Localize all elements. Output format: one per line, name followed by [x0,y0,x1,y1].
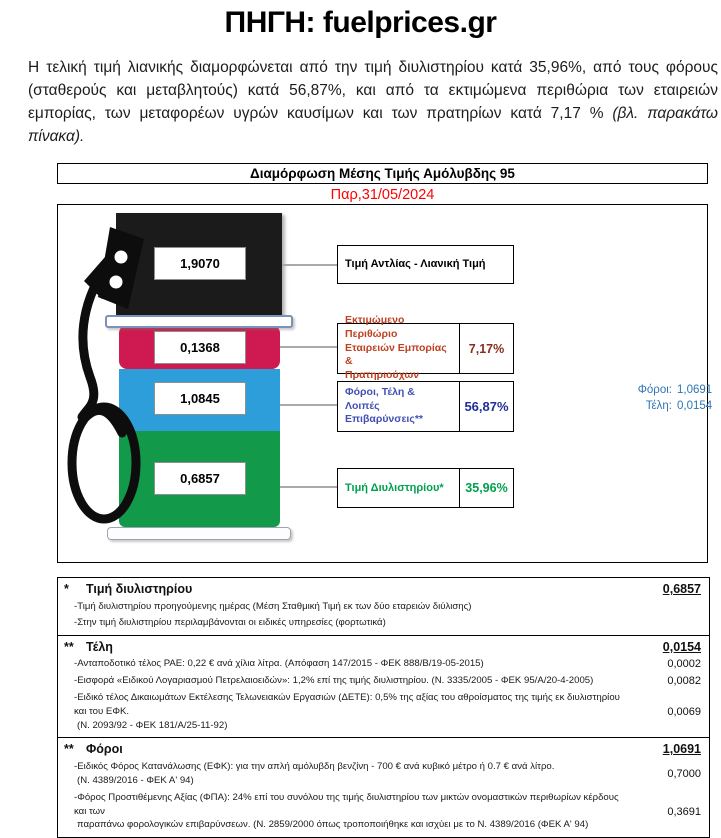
section-title: Τέλη [86,639,113,654]
section-marker: ** [64,639,74,654]
row-value: 0,7000 [667,767,701,780]
row-text: -Ειδικό τέλος Δικαιωμάτων Εκτέλεσης Τελωνειακών Εργασιών (ΔΕΤΕ): 0,5% της αξίας του αθροίσματος της τιμής εκ διυλιστηρίου και του ΕΦΚ. [74,692,620,718]
chart-date: Παρ,31/05/2024 [330,187,435,203]
pump-base-bar [107,527,291,540]
pump-display-taxes: 1,0845 [154,382,246,415]
connector-line-taxes [280,404,337,406]
section-fees [58,635,709,738]
label-box-retail [337,245,514,284]
label-retail-text: Τιμή Αντλίας - Λιανική Τιμή [345,258,486,271]
intro-paragraph [28,56,718,148]
table-row [58,656,709,673]
price-breakdown-diagram [57,204,713,563]
label-refinery-percent: 35,96% [459,469,513,507]
pump-display-margin: 0,1368 [154,331,246,364]
label-box-margin [337,313,514,382]
row-text-line2: (Ν. 2093/92 - ΦΕΚ 181/Α/25-11-92) [77,719,228,731]
section-value: 1,0691 [662,742,701,757]
section-header [58,740,709,758]
table-row [58,598,709,615]
section-title: Φόροι [86,742,123,757]
row-value: 0,0002 [667,658,701,671]
table-row [58,690,709,735]
table-row [58,789,709,834]
section-refinery-price [58,578,709,635]
table-row [58,758,709,789]
side-note-taxes-label: Φόροι: [637,384,672,396]
chart-heading-box [57,163,708,184]
side-note-taxes-value: 1,0691 [677,384,713,396]
chart-heading: Διαμόρφωση Μέσης Τιμής Αμόλυβδης 95 [250,166,515,181]
table-row [58,615,709,632]
side-note-fees-label: Τέλη: [645,400,672,412]
section-taxes [58,737,709,837]
table-row [58,673,709,690]
label-margin-line2: Εταιρειών Εμπορίας & [345,341,447,368]
row-text-line2: (Ν. 4389/2016 - ΦΕΚ Α' 94) [77,774,194,786]
row-text: -Ανταποδοτικό τέλος ΡΑΕ: 0,22 € ανά χίλια λίτρα. (Απόφαση 147/2015 - ΦΕΚ 888/Β/19-05-2015) [74,658,484,670]
label-box-taxes [337,381,514,432]
row-text: -Τιμή διυλιστηρίου προηγούμενης ημέρας (Μέση Σταθμική Τιμή εκ των δύο εταρειών διύλισης) [74,600,472,612]
pump-display-retail-price: 1,9070 [154,247,246,280]
label-margin-line3: Πρατηριούχων [345,369,420,382]
label-refinery-text: Τιμή Διυλιστηρίου* [345,481,444,494]
row-value: 0,0082 [667,675,701,688]
section-title: Τιμή διυλιστηρίου [86,582,193,596]
section-marker: ** [64,742,74,757]
label-margin-line1: Εκτιμώμενο Περιθώριο [345,313,405,340]
row-text: -Στην τιμή διυλιστηρίου περιλαμβάνονται οι ειδικές υπηρεσίες (φορτωτικά) [74,617,386,629]
pump-separator-bar [105,315,293,328]
label-taxes-line2: Λοιπές Επιβαρύνσεις** [345,399,423,426]
row-text-line2: παραπάνω φορολογικών επιβαρύνσεων. (Ν. 2859/2000 όπως τροποποιήθηκε και ισχύει με το Ν. 4389/2016 (ΦΕΚ Α' 94) [77,819,589,831]
label-taxes-line1: Φόροι, Τέλη & [345,385,415,398]
connector-line-refinery [280,486,337,488]
breakdown-table [57,577,710,838]
section-header [58,580,709,598]
section-marker: * [64,582,69,596]
label-taxes-percent: 56,87% [459,382,513,431]
page-title: ΠΗΓΗ: fuelprices.gr [224,6,497,39]
connector-line-margin [280,346,337,348]
label-margin-percent: 7,17% [459,324,513,373]
row-value: 0,3691 [667,805,701,818]
side-note-fees-value: 0,0154 [677,400,713,412]
section-value: 0,0154 [662,639,701,654]
row-value: 0,0069 [667,705,701,718]
row-text: -Εισφορά «Ειδικού Λογαριασμού Πετρελαιοειδών»: 1,2% επί της τιμής διυλιστηρίου. (Ν. 3335/2005 - ΦΕΚ 95/Α/20-4-2005) [74,675,594,687]
intro-text-italic: (βλ. παρακάτω πίνακα). [28,105,718,145]
label-box-refinery [337,468,514,508]
row-text: -Ειδικός Φόρος Κατανάλωσης (ΕΦΚ): για την απλή αμόλυβδη βενζίνη - 700 € ανά κυβικό μέτρο ή 0.7 € ανά λίτρο. [74,760,555,772]
section-header [58,638,709,656]
row-text: -Φόρος Προστιθέμενης Αξίας (ΦΠΑ): 24% επί του συνόλου της τιμής διυλιστηρίου των μικτών ονομαστικών περιθωρίων κέρδους και των [74,791,619,817]
section-value: 0,6857 [662,582,701,596]
side-note-taxes-fees [624,384,721,412]
connector-line-retail [282,264,337,266]
intro-text: Η τελική τιμή λιανικής διαμορφώνεται από την τιμή διυλιστηρίου κατά 35,96%, από τους φόρους (σταθερούς και μεταβλητούς) κατά 56,87%, και από τα εκτιμώμενα περιθώρια των εταιρειών εμπορίας, των μεταφορέων υγρών καυσίμων και των πρατηρίων κατά 7,17 % [28,59,718,122]
pump-display-refinery: 0,6857 [154,462,246,495]
